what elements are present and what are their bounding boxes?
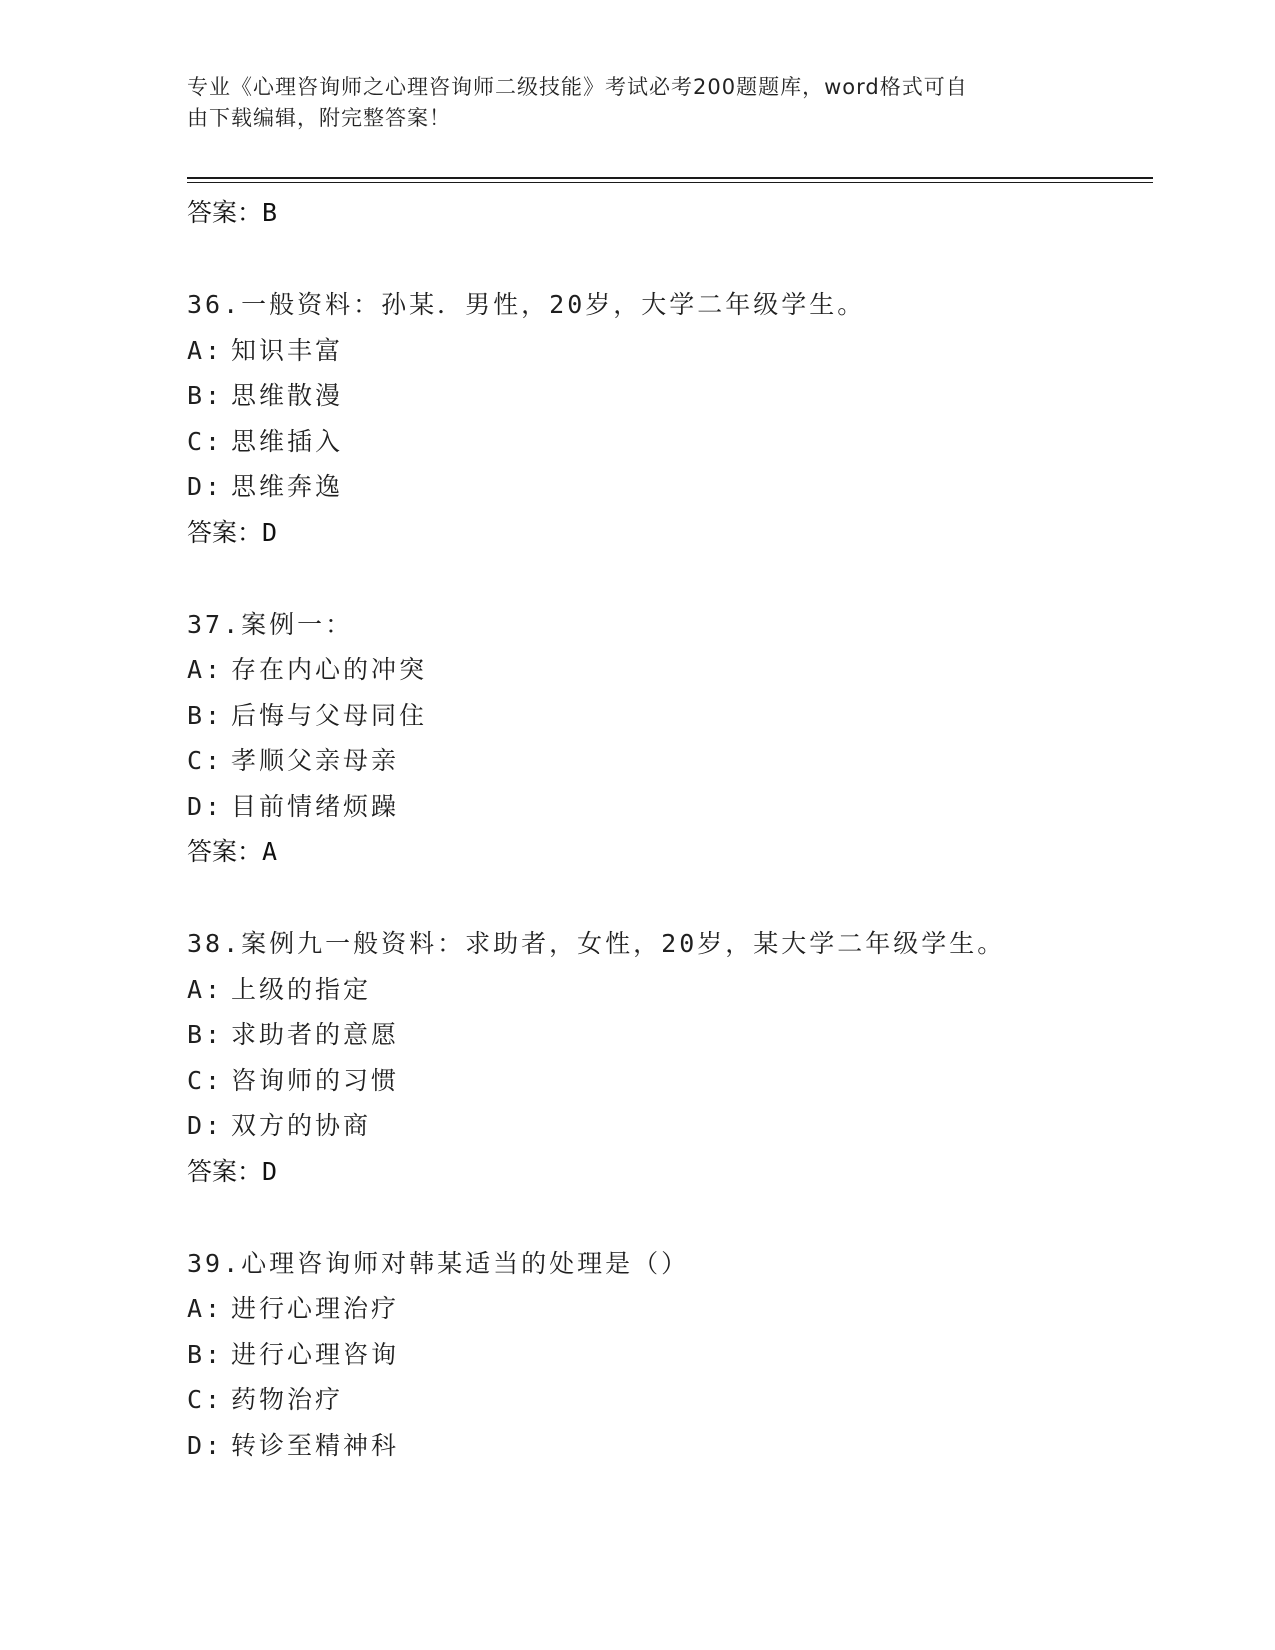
question-stem: 心理咨询师对韩某适当的处理是（） — [241, 1248, 690, 1278]
question-number: 36. — [187, 290, 242, 319]
option-text: 药物治疗 — [231, 1385, 344, 1414]
option-text: 求助者的意愿 — [231, 1020, 400, 1049]
option-a — [187, 647, 1153, 693]
option-text: 目前情绪烦躁 — [231, 791, 400, 821]
option-d — [187, 1423, 1153, 1469]
option-letter: B: — [187, 1339, 224, 1369]
option-c — [187, 1377, 1153, 1423]
option-text: 知识丰富 — [231, 335, 344, 365]
option-c — [187, 738, 1153, 784]
header-divider-thin — [187, 182, 1153, 183]
option-b — [187, 693, 1153, 739]
question-list — [187, 190, 1153, 1468]
question-stem: 案例一： — [241, 609, 354, 639]
option-letter: D: — [187, 1111, 224, 1140]
answer-label: 答案： — [187, 517, 263, 547]
option-text: 进行心理治疗 — [231, 1294, 400, 1323]
document-header — [187, 72, 1067, 134]
option-text: 进行心理咨询 — [231, 1339, 400, 1369]
option-text: 上级的指定 — [231, 974, 372, 1004]
option-a — [187, 328, 1153, 374]
question-stem: 案例九一般资料：求助者，女性，20岁，某大学二年级学生。 — [241, 929, 1006, 958]
option-letter: C: — [187, 1385, 224, 1414]
option-c — [187, 419, 1153, 465]
question-text — [187, 921, 1153, 967]
question-gap — [187, 555, 1153, 602]
answer-label: 答案： — [187, 1156, 263, 1186]
questions-container — [187, 235, 1153, 1468]
option-d — [187, 464, 1153, 510]
answer-value: D — [262, 517, 278, 547]
question-number: 39. — [187, 1248, 242, 1278]
option-letter: A: — [187, 1294, 224, 1323]
option-letter: A: — [187, 974, 224, 1004]
option-text: 存在内心的冲突 — [231, 655, 428, 684]
answer-line — [187, 1149, 1153, 1194]
answer-line — [187, 190, 1153, 235]
answer-line — [187, 510, 1153, 555]
option-text: 思维散漫 — [231, 381, 344, 410]
question-text — [187, 602, 1153, 648]
option-text: 思维插入 — [231, 426, 344, 456]
option-letter: D: — [187, 1430, 224, 1460]
option-letter: B: — [187, 700, 224, 730]
option-letter: C: — [187, 426, 224, 456]
option-text: 后悔与父母同住 — [231, 700, 428, 730]
answer-value: D — [262, 1156, 278, 1186]
question-text — [187, 282, 1153, 328]
option-letter: B: — [187, 381, 224, 410]
option-d — [187, 784, 1153, 830]
question-number: 38. — [187, 929, 242, 958]
answer-value: A — [262, 837, 278, 866]
option-text: 咨询师的习惯 — [231, 1065, 400, 1095]
question-block — [187, 1241, 1153, 1469]
question-gap — [187, 235, 1153, 282]
option-letter: C: — [187, 746, 224, 775]
option-letter: C: — [187, 1065, 224, 1095]
question-text — [187, 1241, 1153, 1287]
question-gap — [187, 874, 1153, 921]
question-block — [187, 282, 1153, 555]
option-d — [187, 1103, 1153, 1149]
option-c — [187, 1058, 1153, 1104]
question-gap — [187, 1194, 1153, 1241]
question-block — [187, 921, 1153, 1194]
option-b — [187, 1332, 1153, 1378]
header-line-2: 由下载编辑，附完整答案！ — [187, 106, 451, 130]
question-number: 37. — [187, 609, 242, 639]
option-a — [187, 1286, 1153, 1332]
option-a — [187, 967, 1153, 1013]
answer-value: B — [262, 198, 278, 227]
option-letter: D: — [187, 472, 224, 501]
option-letter: B: — [187, 1020, 224, 1049]
answer-label: 答案： — [187, 198, 263, 227]
option-text: 孝顺父亲母亲 — [231, 746, 400, 775]
question-block — [187, 602, 1153, 875]
option-b — [187, 1012, 1153, 1058]
option-text: 转诊至精神科 — [231, 1430, 400, 1460]
option-letter: A: — [187, 655, 224, 684]
option-text: 思维奔逸 — [231, 472, 344, 501]
option-b — [187, 373, 1153, 419]
answer-label: 答案： — [187, 837, 263, 866]
option-letter: D: — [187, 791, 224, 821]
question-stem: 一般资料：孙某．男性，20岁，大学二年级学生。 — [241, 290, 866, 319]
answer-line — [187, 829, 1153, 874]
option-text: 双方的协商 — [231, 1111, 372, 1140]
header-line-1: 专业《心理咨询师之心理咨询师二级技能》考试必考200题题库，word格式可自 — [187, 75, 968, 99]
option-letter: A: — [187, 335, 224, 365]
header-divider-thick — [187, 177, 1153, 179]
